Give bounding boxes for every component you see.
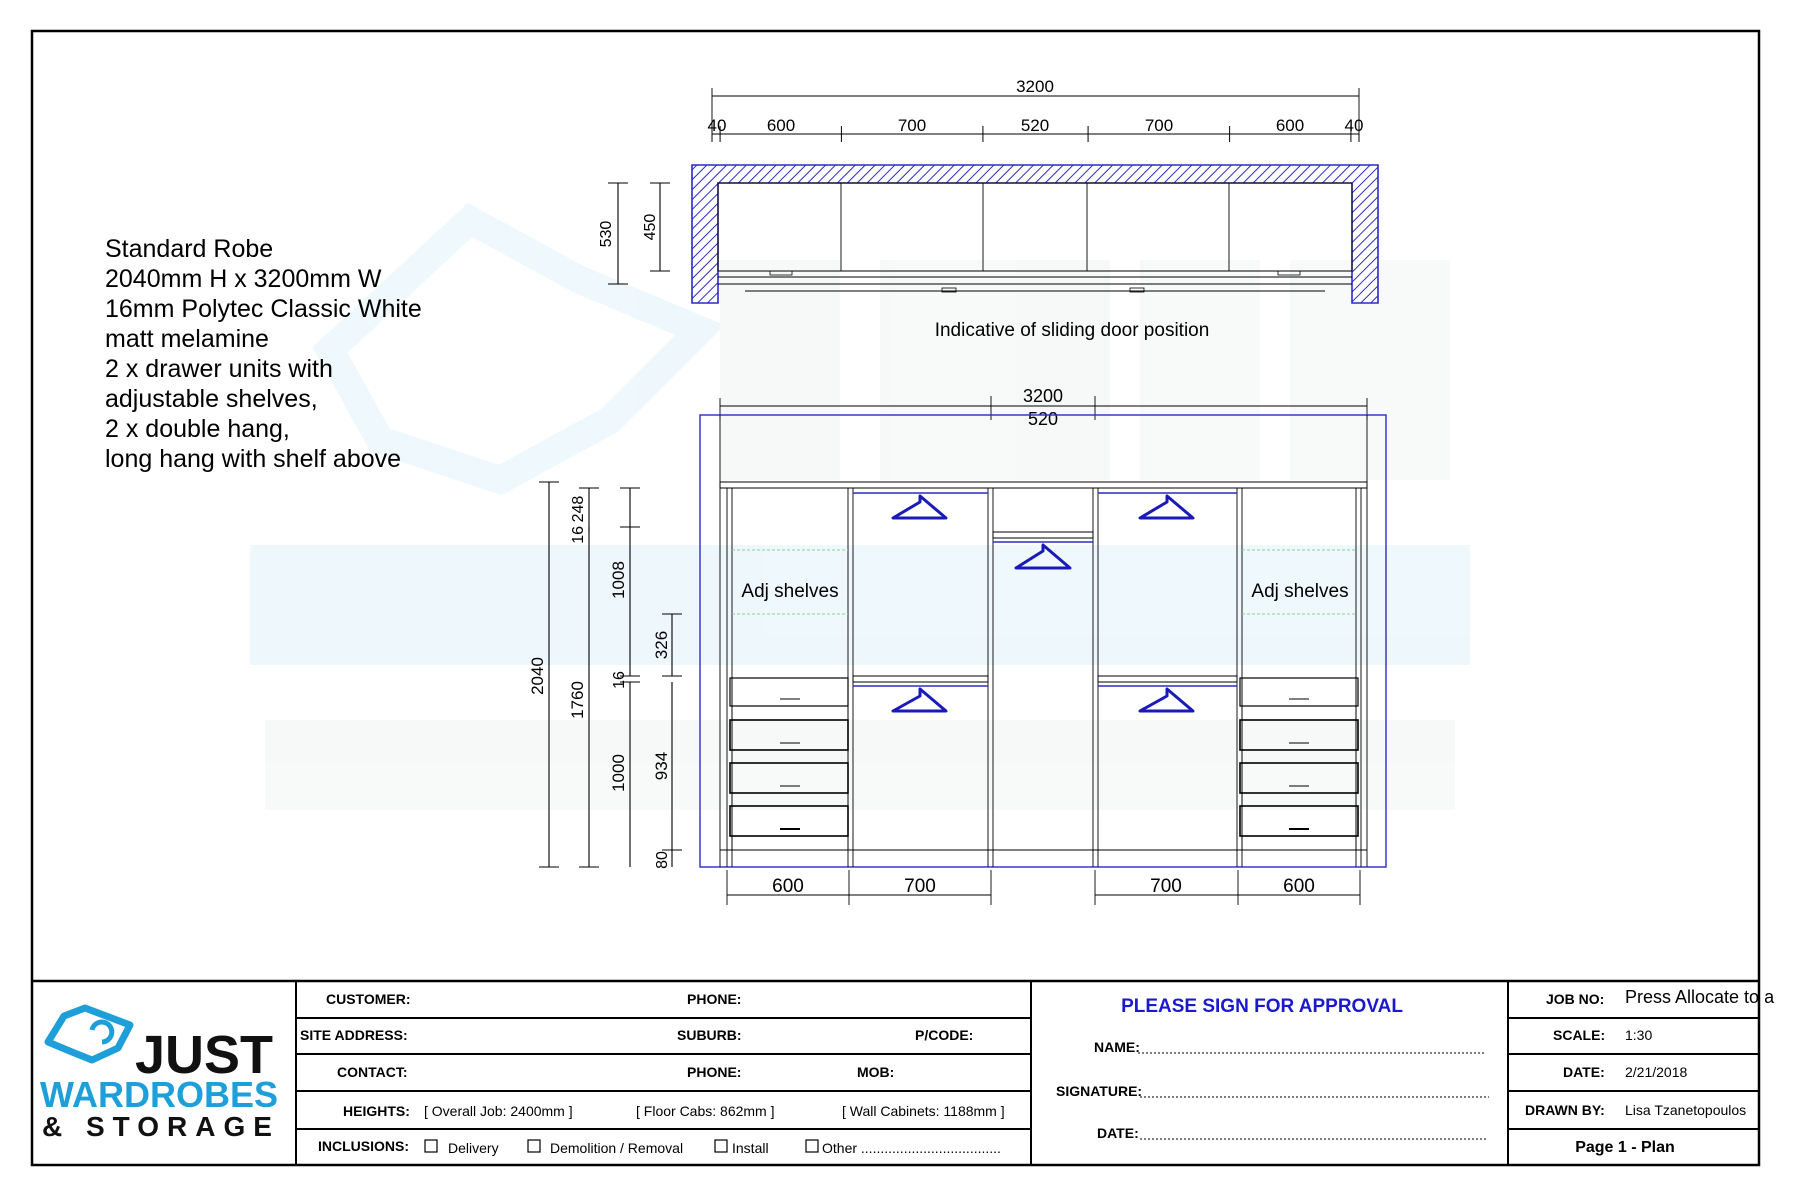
customer-label: CUSTOMER: bbox=[326, 991, 411, 1007]
plan-caption: Indicative of sliding door position bbox=[934, 320, 1210, 341]
note-line: 2 x drawer units with bbox=[105, 355, 333, 383]
elev-height-overall-label: 2040 bbox=[528, 657, 547, 695]
job-no-value: Press Allocate to a bbox=[1625, 987, 1775, 1007]
pcode-label: P/CODE: bbox=[915, 1027, 974, 1043]
left-adj-shelves-label: Adj shelves bbox=[741, 581, 839, 602]
install-text: Install bbox=[732, 1140, 769, 1156]
note-line: adjustable shelves, bbox=[105, 385, 318, 413]
hanger-icon bbox=[893, 496, 946, 518]
plan-seg-label: 40 bbox=[1344, 116, 1364, 135]
elev-small-a-label: 16 bbox=[570, 526, 587, 544]
hanger-icon bbox=[893, 689, 946, 711]
phone-label: PHONE: bbox=[687, 991, 742, 1007]
logo-line1: JUST bbox=[135, 1025, 274, 1085]
contact-label: CONTACT: bbox=[337, 1064, 408, 1080]
plan-seg-label: 520 bbox=[1020, 116, 1050, 135]
plan-seg-label: 700 bbox=[1144, 116, 1174, 135]
note-line: long hang with shelf above bbox=[105, 445, 402, 473]
delivery-checkbox[interactable] bbox=[425, 1140, 437, 1152]
job-no-label: JOB NO: bbox=[1546, 991, 1605, 1007]
scale-value: 1:30 bbox=[1625, 1027, 1653, 1043]
elev-plinth-label: 80 bbox=[654, 851, 671, 869]
suburb-label: SUBURB: bbox=[677, 1027, 742, 1043]
right-adj-shelves-label: Adj shelves bbox=[1251, 581, 1349, 602]
hanger-icon bbox=[1140, 689, 1193, 711]
other-checkbox[interactable] bbox=[806, 1140, 818, 1152]
approval-date-label: DATE: bbox=[1097, 1125, 1139, 1141]
elev-adj-zone-label: 326 bbox=[652, 630, 671, 660]
date-value: 2/21/2018 bbox=[1625, 1064, 1688, 1080]
page-label: Page 1 - Plan bbox=[1575, 1139, 1675, 1156]
delivery-text: Delivery bbox=[448, 1140, 499, 1156]
approval-title: PLEASE SIGN FOR APPROVAL bbox=[1121, 996, 1403, 1017]
plan-seg-label: 40 bbox=[707, 116, 727, 135]
wall-cabs-text: [ Wall Cabinets: 1188mm ] bbox=[842, 1103, 1005, 1119]
drawn-by-label: DRAWN BY: bbox=[1525, 1102, 1605, 1118]
plan-segment-labels bbox=[708, 116, 1364, 135]
elev-drawers-label: 934 bbox=[652, 751, 671, 781]
logo-line2: WARDROBES bbox=[40, 1074, 279, 1115]
date-label: DATE: bbox=[1563, 1064, 1605, 1080]
note-line: matt melamine bbox=[105, 325, 269, 353]
mob-label: MOB: bbox=[857, 1064, 895, 1080]
elev-overall-width-label: 3200 bbox=[1022, 386, 1064, 406]
hanger-icon bbox=[1140, 496, 1193, 518]
elev-small-b-label: 248 bbox=[570, 495, 587, 523]
drawn-by-value: Lisa Tzanetopoulos bbox=[1625, 1102, 1747, 1118]
site-address-label: SITE ADDRESS: bbox=[300, 1027, 408, 1043]
elev-shelf-gap-label: 16 bbox=[611, 671, 628, 689]
plan-depth-outer-label: 530 bbox=[598, 220, 615, 248]
overall-job-text: [ Overall Job: 2400mm ] bbox=[424, 1103, 573, 1119]
phone2-label: PHONE: bbox=[687, 1064, 742, 1080]
other-text: Other .................................... bbox=[822, 1140, 1001, 1156]
elev-bottom-dim-label: 600 bbox=[1283, 876, 1315, 897]
note-line: 2 x double hang, bbox=[105, 415, 290, 443]
demolition-text: Demolition / Removal bbox=[550, 1140, 684, 1156]
plan-overall-width-label: 3200 bbox=[1016, 77, 1054, 96]
name-label: NAME: bbox=[1094, 1039, 1140, 1055]
plan-seg-label: 700 bbox=[897, 116, 927, 135]
watermark bbox=[250, 220, 1470, 810]
heights-label: HEIGHTS: bbox=[343, 1103, 410, 1119]
logo-mark-icon bbox=[48, 1008, 130, 1060]
company-logo bbox=[40, 1008, 280, 1142]
plan-seg-label: 600 bbox=[1275, 116, 1305, 135]
elev-bottom-dim-label: 600 bbox=[772, 876, 804, 897]
plan-depth-inner-label: 450 bbox=[642, 213, 659, 241]
logo-line3: & STORAGE bbox=[42, 1111, 280, 1142]
title-block bbox=[32, 981, 1775, 1165]
note-line: 2040mm H x 3200mm W bbox=[105, 265, 382, 293]
scale-label: SCALE: bbox=[1553, 1027, 1606, 1043]
plan-seg-label: 600 bbox=[766, 116, 796, 135]
signature-label: SIGNATURE: bbox=[1056, 1083, 1143, 1099]
floor-cabs-text: [ Floor Cabs: 862mm ] bbox=[636, 1103, 775, 1119]
elev-center-width-label: 520 bbox=[1027, 409, 1059, 429]
note-line: Standard Robe bbox=[105, 235, 274, 263]
note-line: 16mm Polytec Classic White bbox=[105, 295, 422, 323]
inclusions-label: INCLUSIONS: bbox=[318, 1138, 409, 1154]
elev-height-lower-hang-label: 1000 bbox=[609, 754, 628, 792]
install-checkbox[interactable] bbox=[715, 1140, 727, 1152]
elev-height-upper-hang-label: 1008 bbox=[609, 561, 628, 599]
elev-bottom-dim-label: 700 bbox=[904, 876, 936, 897]
demolition-checkbox[interactable] bbox=[528, 1140, 540, 1152]
elev-bottom-dim-label: 700 bbox=[1150, 876, 1182, 897]
elev-height-hang-label: 1760 bbox=[568, 681, 587, 719]
